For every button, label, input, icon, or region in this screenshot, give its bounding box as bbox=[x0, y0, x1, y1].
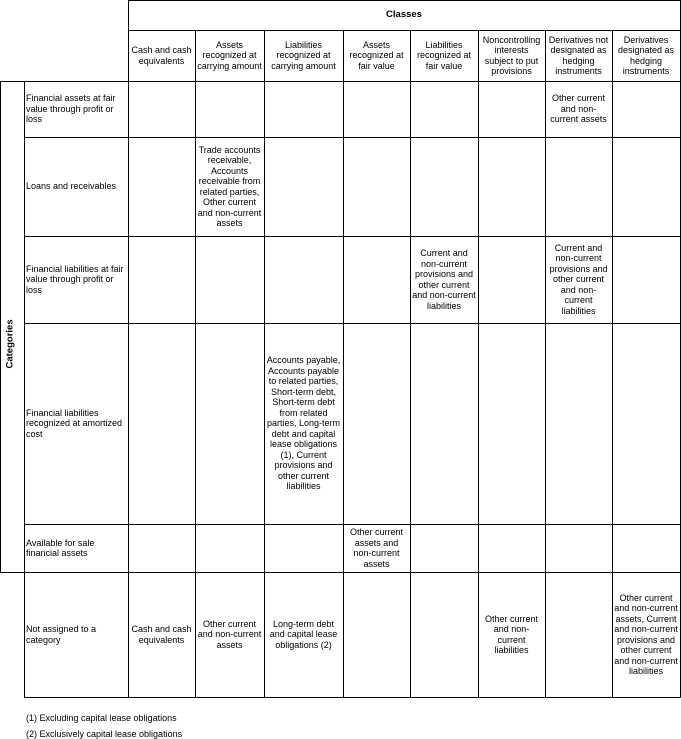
row-label: Loans and receivables bbox=[26, 181, 117, 192]
table-cell: Long-term debt and capital lease obligations (2) bbox=[269, 618, 338, 650]
table-cell: Trade accounts receivable, Accounts receivable from related parties, Other current and non-current assets bbox=[197, 144, 262, 228]
column-header: Derivatives not designated as hedging instruments bbox=[548, 34, 609, 76]
row-label: Financial liabilities recognized at amortized cost bbox=[26, 407, 123, 439]
column-header: Assets recognized at fair value bbox=[349, 39, 404, 71]
row-label: Available for sale financial assets bbox=[26, 537, 95, 558]
footnote-2: (2) Exclusively capital lease obligations bbox=[26, 729, 183, 739]
column-header: Cash and cash equivalents bbox=[131, 45, 192, 66]
table-cell: Current and non-current provisions and other current and non-current liabilities bbox=[549, 242, 608, 316]
table-cell: Other current and non-current assets bbox=[550, 93, 607, 125]
table-cell: Other current and non-current assets, Current and non-current provisions and other current and non-current liabilities bbox=[614, 592, 678, 676]
column-header: Assets recognized at carrying amount bbox=[197, 39, 262, 71]
column-header: Liabilities recognized at fair value bbox=[416, 39, 472, 71]
table-cell: Current and non-current provisions and other current and non-current liabilities bbox=[412, 248, 476, 311]
classes-header: Classes bbox=[386, 9, 422, 20]
table-cell: Accounts payable, Accounts payable to related parties, Short-term debt, Short-term debt from related parties, Long-term debt and capital lease obligations (1), Current provisions and other current liabilities bbox=[266, 355, 341, 492]
footnote-1: (1) Excluding capital lease obligations bbox=[26, 713, 177, 723]
row-label: Financial liabilities at fair value through profit or loss bbox=[26, 263, 124, 295]
table-cell: Cash and cash equivalents bbox=[131, 624, 192, 645]
column-header: Noncontrolling interests subject to put provisions bbox=[482, 34, 541, 76]
categories-header: Categories bbox=[4, 319, 16, 369]
column-header: Derivatives designated as hedging instruments bbox=[617, 34, 675, 76]
table-cell: Other current assets and non-current assets bbox=[349, 527, 404, 569]
row-label: Financial assets at fair value through profit or loss bbox=[26, 93, 116, 125]
table-cell: Other current and non-current liabilities bbox=[484, 613, 539, 655]
table-cell: Other current and non-current assets bbox=[197, 618, 262, 650]
row-label: Not assigned to a category bbox=[26, 624, 97, 645]
column-header: Liabilities recognized at carrying amount bbox=[271, 39, 336, 71]
